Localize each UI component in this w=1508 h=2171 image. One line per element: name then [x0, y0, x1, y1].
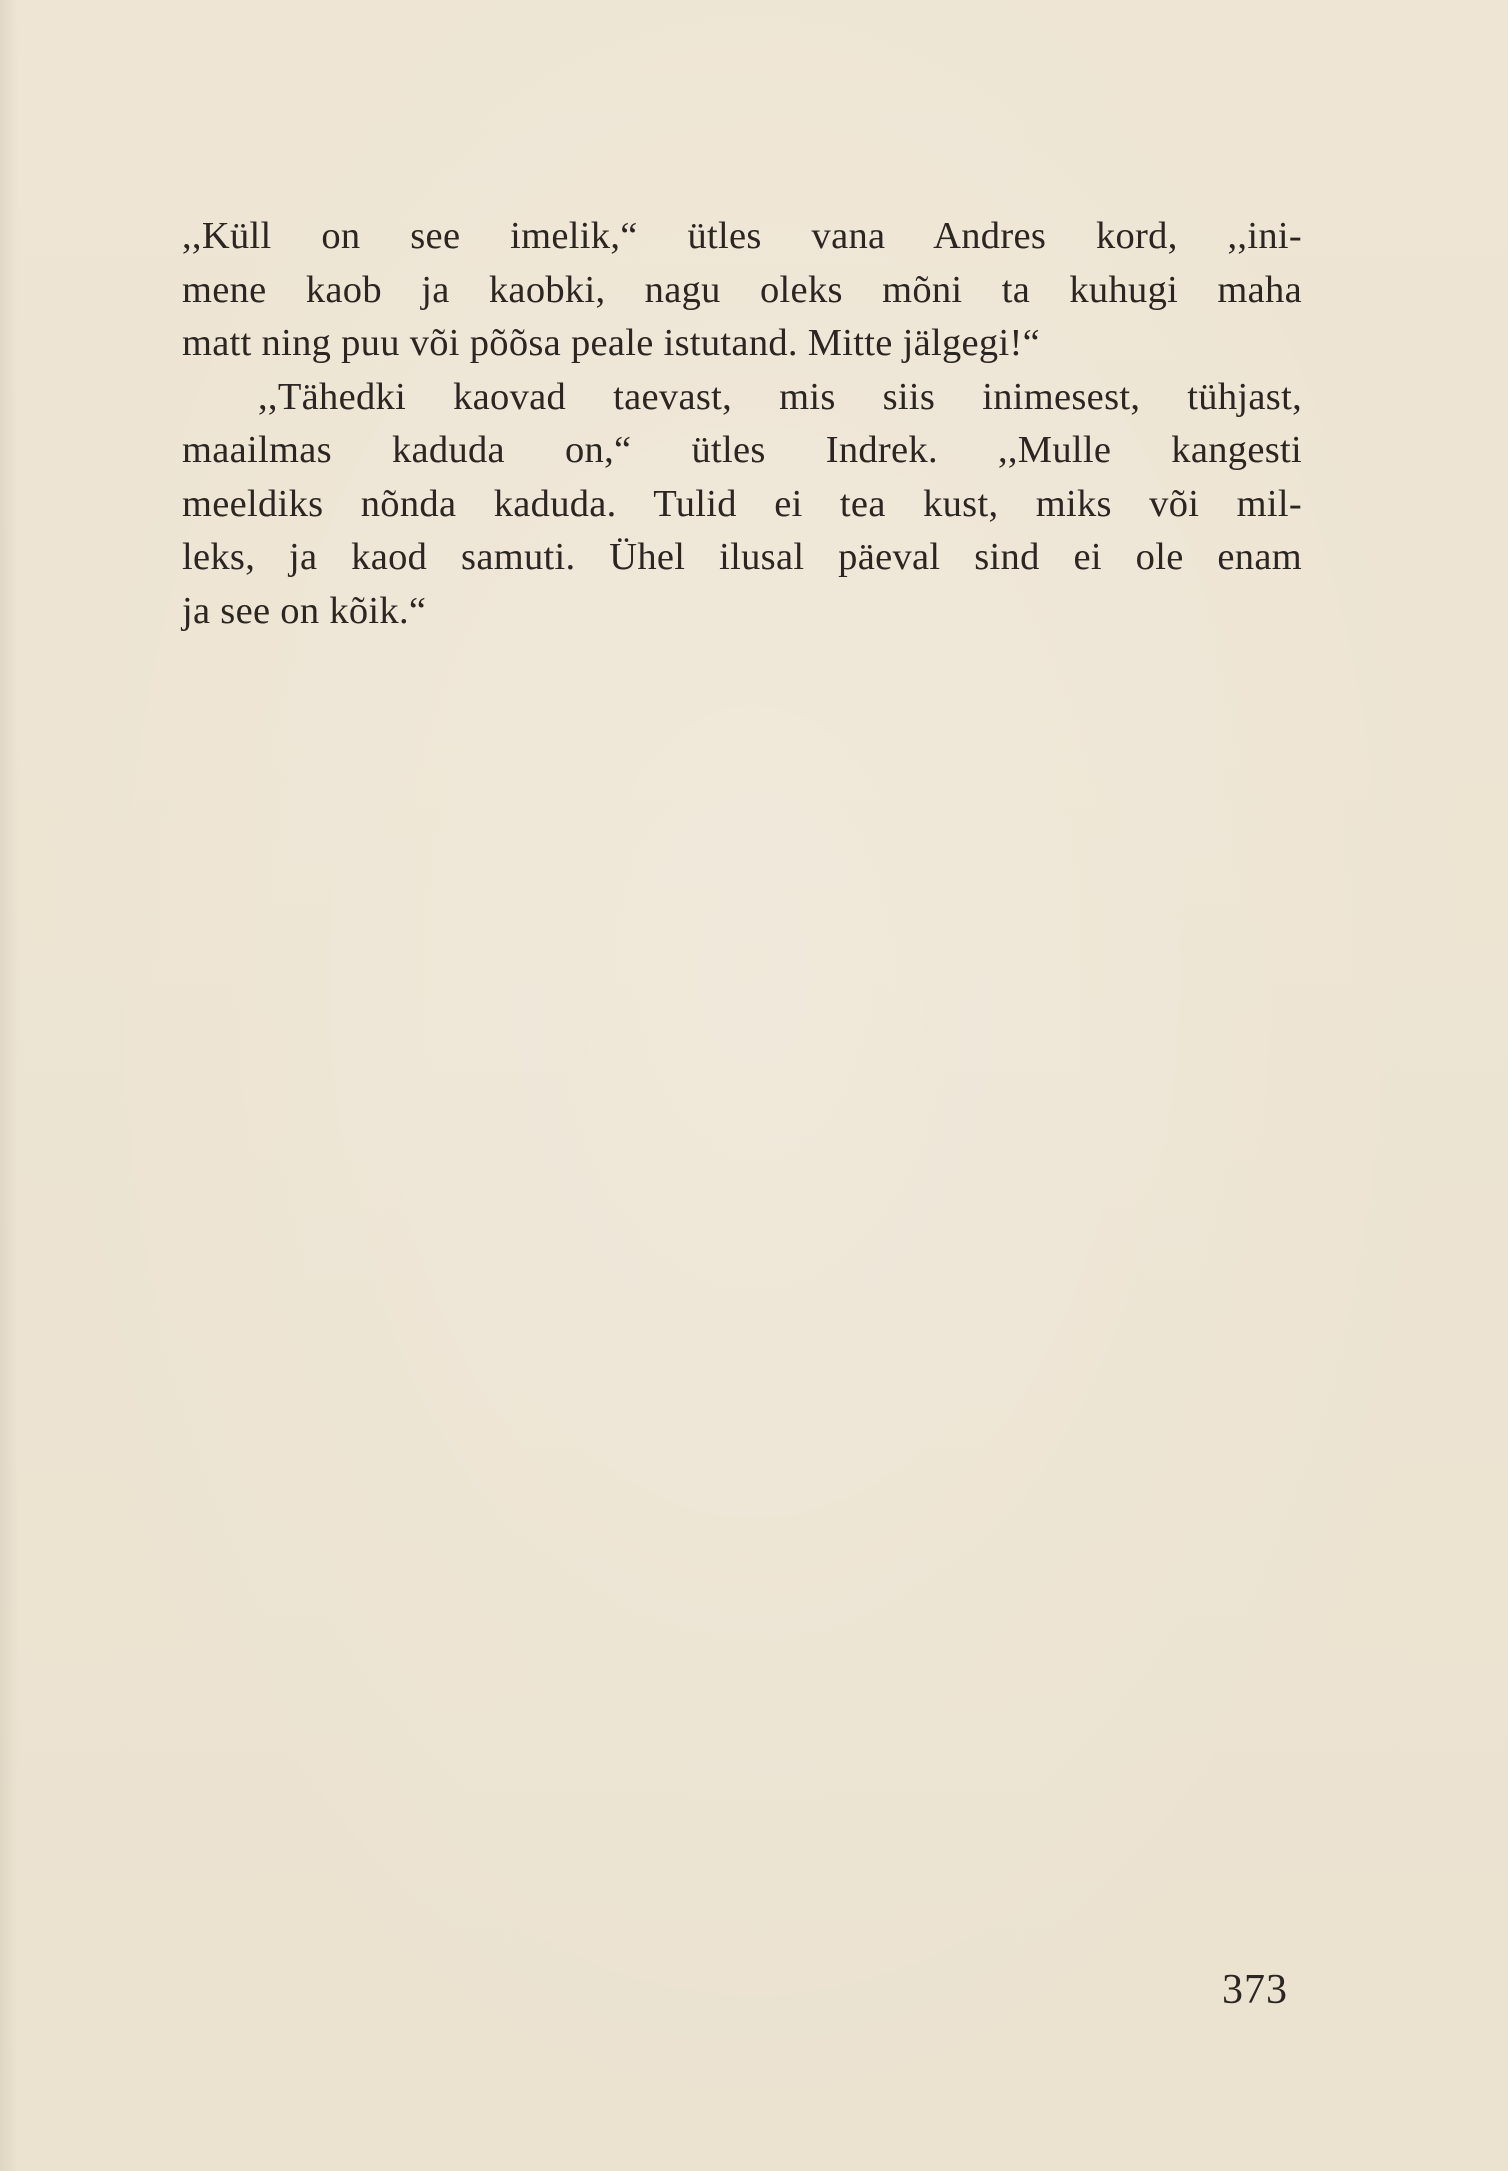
- text-line: maailmas kaduda on,“ ütles Indrek. ,,Mulle kangesti: [182, 429, 1302, 471]
- text-line: mene kaob ja kaobki, nagu oleks mõni ta kuhugi maha: [182, 268, 1302, 311]
- text-line: ,,Tähedki kaovad taevast, mis siis inimesest, tühjast,: [258, 375, 1302, 418]
- text-line: ja see on kõik.“: [182, 589, 427, 632]
- body-text: [182, 210, 1302, 638]
- paragraph: [182, 210, 1302, 371]
- paragraph: [182, 371, 1302, 639]
- text-line: leks, ja kaod samuti. Ühel ilusal päeval sind ei ole enam: [182, 536, 1302, 578]
- page-binding-shadow: [0, 0, 18, 2171]
- page-number: 373: [1222, 1967, 1288, 2013]
- text-line: meeldiks nõnda kaduda. Tulid ei tea kust, miks või mil-: [182, 482, 1302, 525]
- text-line: ,,Küll on see imelik,“ ütles vana Andres kord, ,,ini-: [182, 215, 1302, 257]
- text-line: matt ning puu või põõsa peale istutand. Mitte jälgegi!“: [182, 322, 1040, 364]
